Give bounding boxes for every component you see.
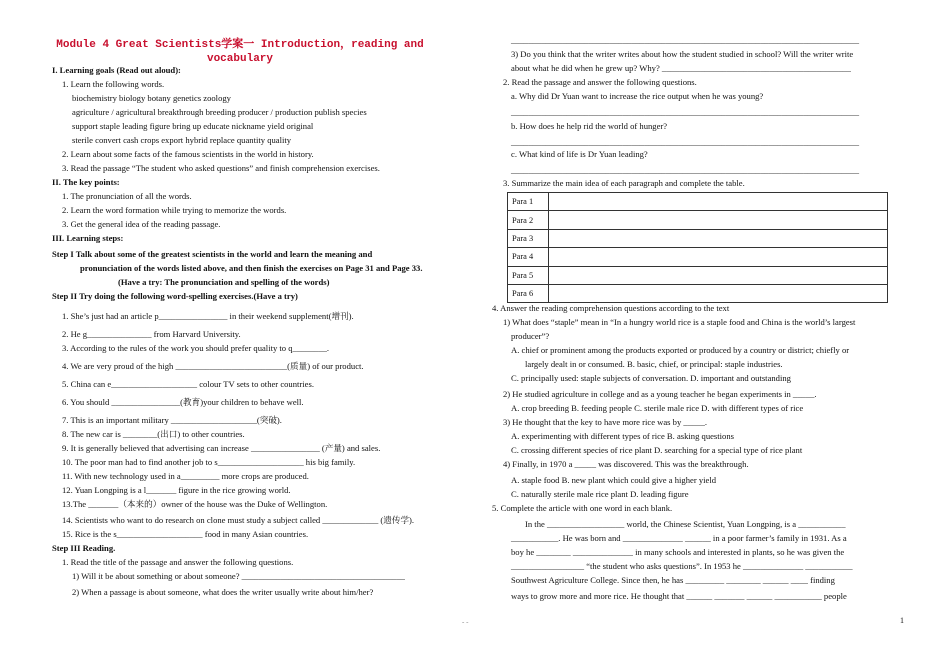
right-line: a. Why did Dr Yuan want to increase the rice output when he was young? <box>511 91 764 101</box>
left-line: 5. China can e____________________ colour TV sets to other countries. <box>62 379 314 389</box>
table-row <box>508 193 888 211</box>
left-line: 9. It is generally believed that advertising can increase ________________ (产量) and sales. <box>62 443 381 453</box>
left-line: agriculture / agricultural breakthrough breeding producer / production publish species <box>72 107 367 117</box>
table-row <box>508 229 888 247</box>
left-line: 8. The new car is ________(出口) to other countries. <box>62 429 245 439</box>
right-line: 3) Do you think that the writer writes about how the student studied in school? Will the writer write <box>511 49 854 59</box>
left-line: Step III Reading. <box>52 543 116 553</box>
right-line: C. naturally sterile male rice plant D. leading figure <box>511 489 689 499</box>
table-row <box>508 266 888 284</box>
left-line: 2. Learn about some facts of the famous scientists in the world in history. <box>62 149 314 159</box>
left-line: 15. Rice is the s____________________ food in many Asian countries. <box>62 529 309 539</box>
left-line: 2. He g_______________ from Harvard University. <box>62 329 241 339</box>
para-label: Para 5 <box>508 266 549 284</box>
right-line: _________________________________________________________________________________ <box>511 107 860 117</box>
left-line: 3. According to the rules of the work you should prefer quality to q________. <box>62 343 330 353</box>
right-line: boy he ________ ______________ in many schools and interested in plants, so he was given the <box>511 547 845 557</box>
right-line: 1) What does “staple” mean in “In a hungry world rice is a staple food and China is the world’s largest <box>503 317 856 327</box>
left-line: 1. The pronunciation of all the words. <box>62 191 192 201</box>
left-line: 10. The poor man had to find another job to s____________________ his big family. <box>62 457 356 467</box>
right-line: _________________________________________________________________________________ <box>511 35 860 45</box>
right-line: ways to grow more and more rice. He thought that ______ _______ ______ ___________ people <box>511 591 847 601</box>
table-row <box>508 248 888 266</box>
left-line: support staple leading figure bring up educate nickname yield original <box>72 121 314 131</box>
left-line: 1. Learn the following words. <box>62 79 165 89</box>
right-line: 3. Summarize the main idea of each paragraph and complete the table. <box>503 178 745 188</box>
right-line: producer”? <box>511 331 550 341</box>
right-line: _________________ “the student who asks questions”. In 1953 he ______________ ___________ <box>511 561 853 571</box>
left-line: Step II Try doing the following word-spelling exercises.(Have a try) <box>52 291 298 301</box>
right-line: 5. Complete the article with one word in each blank. <box>492 503 673 513</box>
right-line: C. principally used: staple subjects of conversation. D. important and outstanding <box>511 373 791 383</box>
left-line: Step I Talk about some of the greatest scientists in the world and learn the meaning and <box>52 249 373 259</box>
right-line: 4. Answer the reading comprehension questions according to the text <box>492 303 730 313</box>
para-label: Para 6 <box>508 284 549 302</box>
right-line: about what he did when he grew up? Why? ____________________________________________ <box>511 63 851 73</box>
right-line: A. staple food B. new plant which could give a higher yield <box>511 475 717 485</box>
right-line: ___________. He was born and ______________ ______ in a poor farmer’s family in 1931. As a <box>511 533 847 543</box>
title-line-1: Module 4 Great Scientists学案一 Introduction，reading and <box>56 39 424 51</box>
footer-dots: - - <box>462 618 469 626</box>
left-line: 1. Read the title of the passage and answer the following questions. <box>62 557 294 567</box>
right-line: In the __________________ world, the Chinese Scientist, Yuan Longping, is a ___________ <box>525 519 846 529</box>
left-line: 13.The _______（本来的）owner of the house was the Duke of Wellington. <box>62 499 328 509</box>
para-label: Para 1 <box>508 193 549 211</box>
left-line: 7. This is an important military ____________________(突破). <box>62 415 282 425</box>
para-summary-cell[interactable] <box>549 248 888 266</box>
left-line: 14. Scientists who want to do research on clone must study a subject called _____________ (遗传学). <box>62 515 415 525</box>
right-line: _________________________________________________________________________________ <box>511 137 860 147</box>
left-line: III. Learning steps: <box>52 233 124 243</box>
left-line: 1. She’s just had an article p________________ in their weekend supplement(增刊). <box>62 311 354 321</box>
right-line: Southwest Agriculture College. Since then, he has _________ ________ ______ ____ finding <box>511 575 835 585</box>
right-line: C. crossing different species of rice plant D. searching for a special type of rice plant <box>511 445 803 455</box>
left-line: 2. Learn the word formation while trying to memorize the words. <box>62 205 287 215</box>
para-label: Para 4 <box>508 248 549 266</box>
right-line: 3) He thought that the key to have more rice was by _____. <box>503 417 708 427</box>
left-line: sterile convert cash crops export hybrid replace quantity quality <box>72 135 292 145</box>
left-line: 1) Will it be about something or about someone? ______________________________________ <box>72 571 405 581</box>
para-label: Para 2 <box>508 211 549 229</box>
title-line-2: vocabulary <box>206 53 273 65</box>
table-row <box>508 284 888 302</box>
left-line: I. Learning goals (Read out aloud): <box>52 65 181 75</box>
right-line: 4) Finally, in 1970 a _____ was discovered. This was the breakthrough. <box>503 459 749 469</box>
left-line: 11. With new technology used in a_________ more crops are produced. <box>62 471 309 481</box>
right-line: A. chief or prominent among the products exported or produced by a country or district; chiefly or <box>511 345 850 355</box>
right-line: A. experimenting with different types of rice B. asking questions <box>511 431 734 441</box>
page-title <box>30 38 450 66</box>
right-line: b. How does he help rid the world of hunger? <box>511 121 668 131</box>
right-line: A. crop breeding B. feeding people C. sterile male rice D. with different types of rice <box>511 403 804 413</box>
left-line: (Have a try: The pronunciation and spelling of the words) <box>118 277 330 287</box>
left-line: 4. We are very proud of the high __________________________(质量) of our product. <box>62 361 364 371</box>
para-summary-cell[interactable] <box>549 229 888 247</box>
table-row <box>508 211 888 229</box>
right-line: c. What kind of life is Dr Yuan leading? <box>511 149 648 159</box>
left-line: 3. Read the passage “The student who asked questions” and finish comprehension exercises. <box>62 163 380 173</box>
left-line: biochemistry biology botany genetics zoology <box>72 93 231 103</box>
left-line: II. The key points: <box>52 177 120 187</box>
right-line: _________________________________________________________________________________ <box>511 165 860 175</box>
left-line: 2) When a passage is about someone, what does the writer usually write about him/her? <box>72 587 374 597</box>
right-line: 2. Read the passage and answer the following questions. <box>503 77 697 87</box>
para-summary-cell[interactable] <box>549 193 888 211</box>
left-line: pronunciation of the words listed above, and then finish the exercises on Page 31 and Page 33. <box>80 263 423 273</box>
left-line: 12. Yuan Longping is a l_______ figure in the rice growing world. <box>62 485 291 495</box>
right-line: 2) He studied agriculture in college and as a young teacher he began experiments in _____. <box>503 389 817 399</box>
para-label: Para 3 <box>508 229 549 247</box>
para-summary-cell[interactable] <box>549 211 888 229</box>
page-number: 1 <box>900 616 904 625</box>
paragraph-summary-table <box>507 192 888 303</box>
para-summary-cell[interactable] <box>549 266 888 284</box>
right-line: largely dealt in or consumed. B. basic, chief, or principal: staple industries. <box>525 359 783 369</box>
para-summary-cell[interactable] <box>549 284 888 302</box>
left-line: 6. You should ________________(教育)your children to behave well. <box>62 397 304 407</box>
left-line: 3. Get the general idea of the reading passage. <box>62 219 221 229</box>
